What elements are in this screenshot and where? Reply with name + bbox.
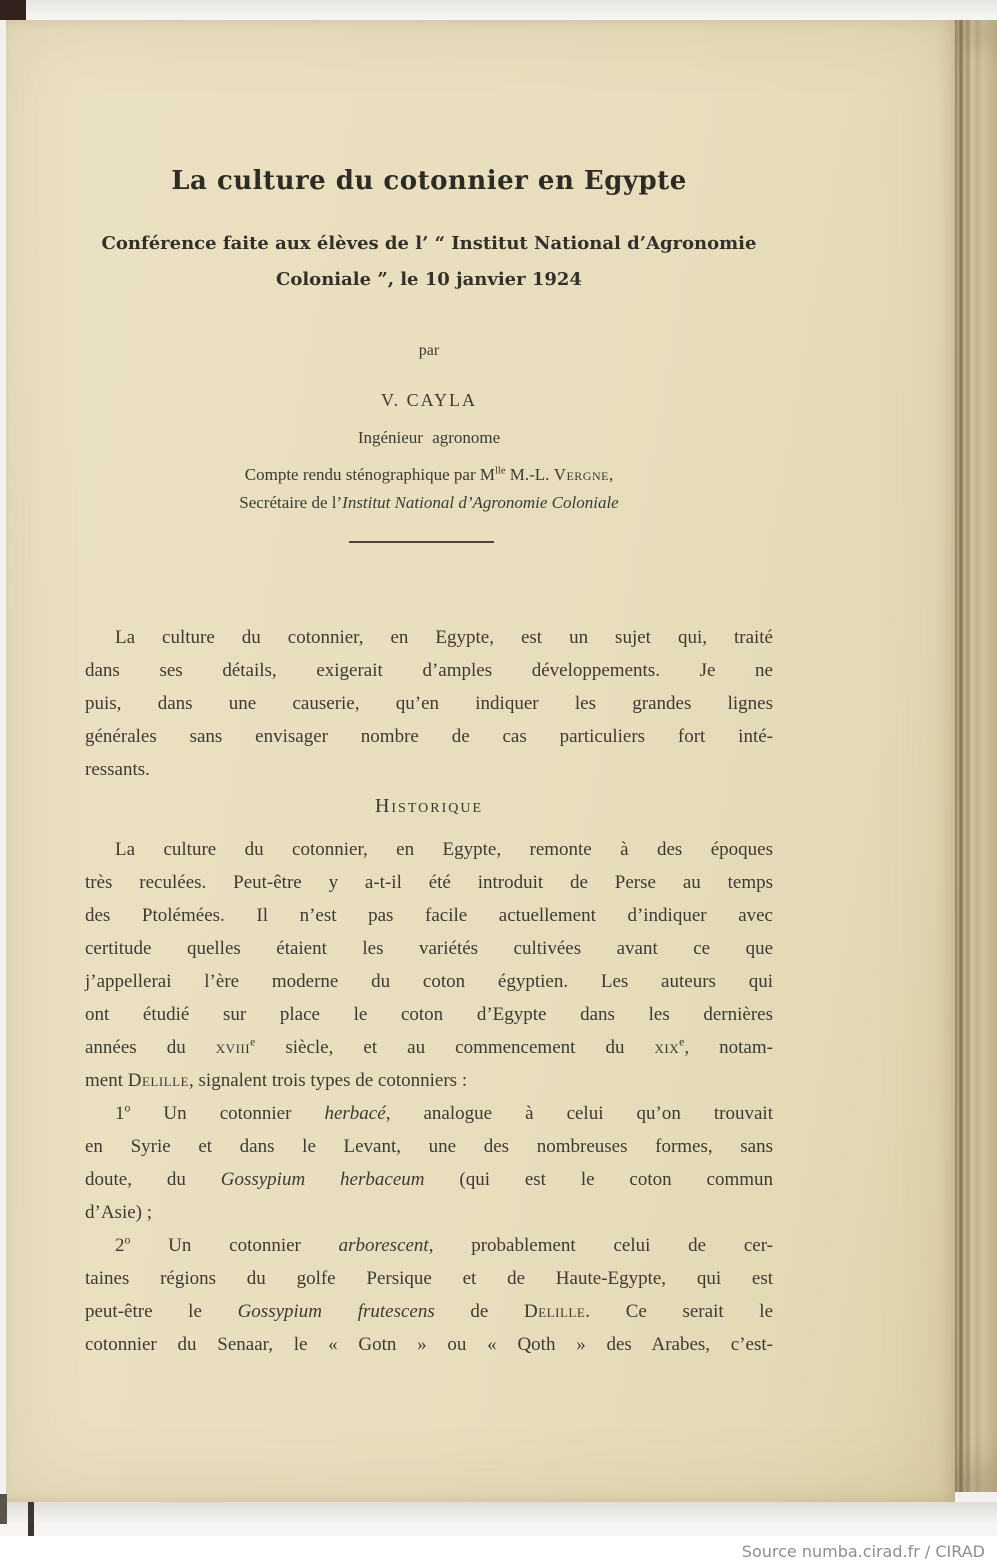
superscript-text: e [679,1035,685,1049]
credit-name: Vergne [553,465,609,484]
text-segment: des Ptolémées. Il n’est pas facile actuellement d’indiquer avec [85,905,773,926]
text-segment: , signalent trois types de cotonniers : [189,1070,468,1091]
text-line [85,965,773,998]
text-segment: dans ses détails, exigerait d’amples développements. Je ne [85,660,773,681]
text-segment: , probablement celui de cer- [428,1235,773,1256]
text-segment: peut-être le [85,1301,238,1322]
book-board-edge-left [0,1494,7,1524]
text-column [85,20,773,1502]
credit-middle: M.-L. [505,465,554,484]
text-line [85,753,773,786]
smallcaps-text: xviii [215,1037,251,1058]
text-line [85,1031,773,1064]
text-segment: générales sans envisager nombre de cas particuliers fort inté- [85,726,773,747]
text-segment: puis, dans une causerie, qu’en indiquer les grandes lignes [85,693,773,714]
section-heading: Historique [374,795,484,817]
author-role: Ingénieur agronome [357,428,501,447]
book-board-corner [0,0,26,20]
text-segment: doute, du [85,1169,221,1190]
text-line [85,654,773,687]
text-segment: (qui est le coton commun [424,1169,774,1190]
smallcaps-text: Delille [524,1301,586,1322]
smallcaps-text: Delille [127,1070,190,1091]
text-segment: taines régions du golfe Persique et de Haute-Egypte, qui est [85,1268,773,1289]
author-name: V. CAYLA [380,390,478,410]
credit-suffix: , [608,465,614,484]
secretary-line [85,493,773,513]
secretary-prefix: Secrétaire de l’ [239,493,343,512]
body-text [85,621,773,1361]
text-line [85,866,773,899]
italic-text: Gossypium herbaceum [220,1169,425,1190]
paragraph [85,833,773,1097]
byline: par [418,342,440,359]
italic-text: herbacé [324,1103,386,1124]
text-segment: . Ce serait le [585,1301,774,1322]
subtitle-line-2: Coloniale ”, le 10 janvier 1924 [276,269,582,290]
text-segment: siècle, et au commencement du [255,1037,655,1058]
italic-text: Gossypium frutescens [237,1301,435,1322]
text-line [85,1196,773,1229]
secretary-institute: Institut National d’Agronomie Coloniale [342,493,619,512]
text-line [85,899,773,932]
text-segment: Un cotonnier [130,1235,339,1256]
text-line [85,621,773,654]
credit-prefix: Compte rendu sténographique par M [244,465,495,484]
text-line [85,687,773,720]
text-segment: en Syrie et dans le Levant, une des nombreuses formes, sans [85,1136,773,1157]
paragraph [85,1229,773,1361]
text-segment: ressants. [85,759,150,780]
credit-superscript: lle [494,465,506,477]
text-segment: de [434,1301,525,1322]
text-segment: , notam- [684,1037,773,1058]
text-line [85,932,773,965]
superscript-text: e [250,1035,256,1049]
scan-top-margin [0,0,997,20]
document-subtitle [85,226,773,298]
text-segment: d’Asie) ; [85,1202,153,1223]
text-segment: années du [85,1037,216,1058]
text-line [85,1097,773,1130]
text-line [85,1295,773,1328]
text-line [85,833,773,866]
text-segment: certitude quelles étaient les variétés cultivées avant ce que [85,938,773,959]
text-segment: La culture du cotonnier, en Egypte, remonte à des époques [115,839,773,860]
superscript-text: o [124,1233,131,1247]
text-line [85,1262,773,1295]
book-fore-edge [955,20,997,1492]
superscript-text: o [124,1101,131,1115]
text-segment: très reculées. Peut-être y a-t-il été introduit de Perse au temps [85,872,773,893]
paper-sheet [6,20,955,1502]
subtitle-line-1: Conférence faite aux élèves de l’ “ Institut National d’Agronomie [101,233,757,254]
text-line [85,1130,773,1163]
text-segment: La culture du cotonnier, en Egypte, est un sujet qui, traité [115,627,773,648]
text-line [85,1328,773,1361]
stenography-credit [85,465,773,485]
text-segment: 2 [115,1235,125,1256]
text-line [85,1163,773,1196]
paragraph [85,1097,773,1229]
text-line [85,1229,773,1262]
text-segment: cotonnier du Senaar, le « Gotn » ou « Qoth » des Arabes, c’est- [85,1334,773,1355]
italic-text: arborescent [338,1235,429,1256]
text-segment: , analogue à celui qu’on trouvait [385,1103,773,1124]
text-segment: Un cotonnier [130,1103,325,1124]
text-line [85,1064,773,1097]
smallcaps-text: xix [654,1037,680,1058]
book-page [6,20,997,1502]
text-segment: 1 [115,1103,125,1124]
separator-rule [349,541,494,543]
text-segment: ment [85,1070,128,1091]
paragraph [85,621,773,786]
source-attribution: Source numba.cirad.fr / CIRAD [741,1541,985,1561]
document-title: La culture du cotonnier en Egypte [171,166,687,196]
text-segment: j’appellerai l’ère moderne du coton égyptien. Les auteurs qui [85,971,773,992]
text-segment: ont étudié sur place le coton d’Egypte dans les dernières [85,1004,773,1025]
source-footer [0,1536,997,1566]
text-line [85,998,773,1031]
text-line [85,720,773,753]
